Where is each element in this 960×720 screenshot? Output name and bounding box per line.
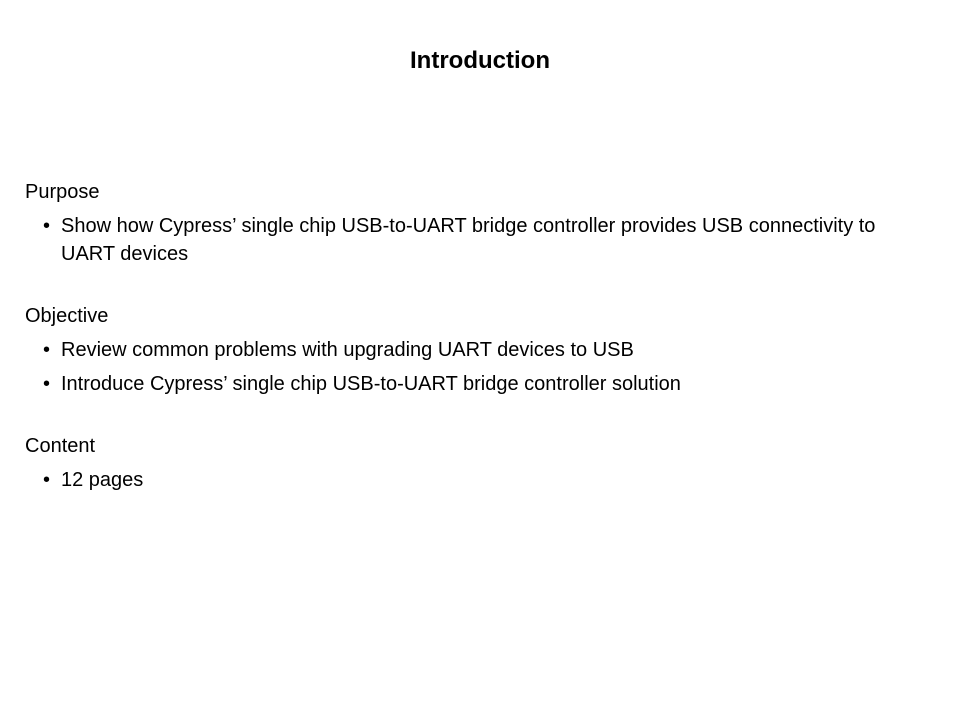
bullet-item <box>25 336 905 364</box>
section-heading: Purpose <box>25 181 100 203</box>
section-content <box>25 432 905 494</box>
section-heading: Objective <box>25 305 109 327</box>
slide-body <box>25 178 905 500</box>
bullet-item <box>25 212 905 268</box>
bullet-dot-icon: • <box>43 215 51 237</box>
bullet-item <box>25 466 905 494</box>
bullet-list <box>25 336 905 398</box>
bullet-text: Show how Cypress’ single chip USB-to-UART bridge controller provides USB connectivity to UART devices <box>61 215 876 265</box>
section-objective <box>25 302 905 398</box>
bullet-list <box>25 466 905 494</box>
bullet-dot-icon: • <box>43 373 51 395</box>
slide-title: Introduction <box>410 47 550 74</box>
bullet-dot-icon: • <box>43 469 51 491</box>
bullet-text: 12 pages <box>61 469 144 491</box>
bullet-text: Review common problems with upgrading UART devices to USB <box>61 339 634 361</box>
bullet-dot-icon: • <box>43 339 51 361</box>
bullet-item <box>25 370 905 398</box>
section-heading: Content <box>25 435 96 457</box>
section-purpose <box>25 178 905 268</box>
bullet-list <box>25 212 905 268</box>
bullet-text: Introduce Cypress’ single chip USB-to-UART bridge controller solution <box>61 373 681 395</box>
